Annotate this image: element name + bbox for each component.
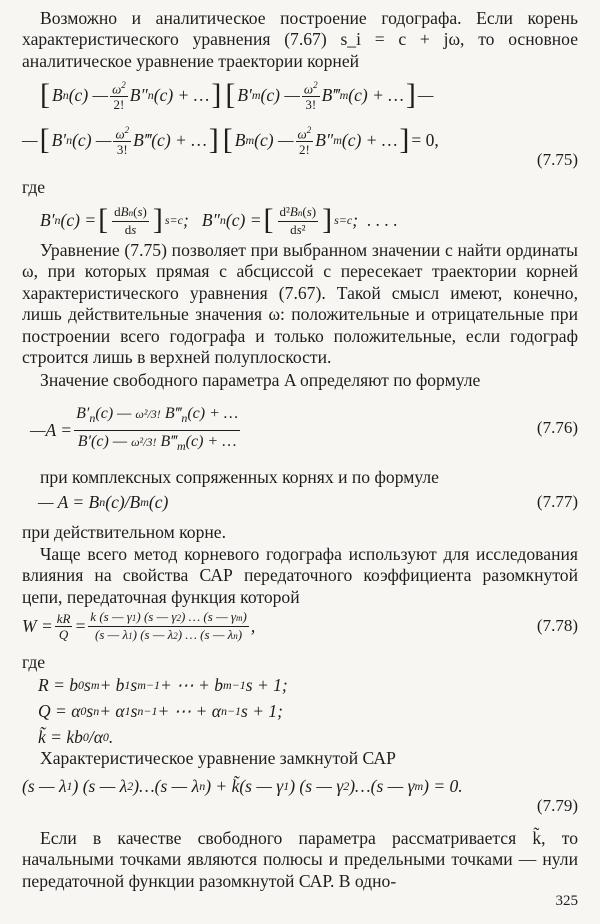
paragraph-4: при комплексных сопряженных корнях и по формуле (40, 467, 439, 487)
page-number: 325 (555, 893, 578, 909)
equation-7-76: —A = $\frac{B'_n(c) — \omega^2/3! B‴_n(c) + \dots}{B'(c) — \omega^2/3! B‴_m(c) + \dots}$ (7.76) (30, 405, 578, 453)
equation-number-7-76: (7.76) (536, 418, 578, 437)
label-where-2: где (22, 652, 46, 672)
equation-7-79: (s — λ 1 ) (s — λ 2 )…(s — λ n ) + k̃(s — γ 1 ) (s — γ 2 )…(s — γ m ) = 0. (7.79) (22, 775, 578, 815)
paragraph-5: при действительном корне. (22, 522, 227, 542)
equation-number-7-75: (7.75) (536, 150, 578, 169)
paragraph-3: Значение свободного параметра A определяют по формуле (40, 370, 481, 390)
paragraph-2: Уравнение (7.75) позволяет при выбранном значении c найти ординаты ω, при которых прямая с абсциссой c пересекает траектории корней характеристического уравнения (7.67). Такой смысл имеют, конечно, лишь действительные значения ω: положительные и отрицательные при построении всего годографа и только положительные, если годограф строится лишь в верхней полуплоскости. (22, 240, 578, 368)
equation-R: R = b 0 s m + b 1 s m−1 + ⋯ + b m−1 s + 1; (38, 674, 288, 695)
paragraph-1: Возможно и аналитическое построение годографа. Если корень характеристического уравнения (7.67) s_i = c + jω, то основное аналитическое уравнение траектории корней (22, 8, 578, 71)
equation-7-75-line-2: — [ B′ n ( c ) — $\frac{\omega^2}{3!}$ B‴( c ) + … ] [ B m ( c ) — $\frac{\omega^2}{2!}$ B″ m ( c ) + … ] = 0, (7.75) (22, 123, 578, 169)
label-where-1: где (22, 177, 46, 197)
paragraph-7: Характеристическое уравнение замкнутой САР (40, 748, 396, 768)
equation-7-77: — A = B n ( c )/B m ( c ) (7.77) (38, 491, 578, 512)
paragraph-6: Чаще всего метод корневого годографа используют для исследования влияния на свойства САР передаточного коэффициента разомкнутой цепи, передаточная функция которой (22, 544, 578, 607)
paragraph-8: Если в качестве свободного параметра рассматривается k̃, то начальными точками являются полюсы и предельными точками — нули передаточной функции разомкнутой САР. В одно- (22, 828, 578, 891)
equation-7-78: W = $\frac{kR}{Q}$ = $\frac{k (s — \gamma 1) (s — \gamma 2) \dots (s — \gamma m)}{(s — \lambda 1) (s — \lambda 2) \dots (s — \lambda n)}$ , (7.78) (22, 608, 578, 642)
equation-number-7-78: (7.78) (536, 616, 578, 635)
equation-Q: Q = α 0 s n + α 1 s n−1 + ⋯ + α n−1 s + 1; (38, 700, 283, 721)
equation-k: k̃ = kb 0 /α 0 . (38, 726, 114, 747)
equation-number-7-77: (7.77) (536, 492, 578, 511)
equation-number-7-79: (7.79) (536, 796, 578, 815)
equation-7-75-line-1: [ B n ( c ) — $\frac{\omega^2}{2!}$ B″ n ( c ) + … ] [ B′ m ( c ) — $\frac{\omega^2}{3!}$ B‴ m ( c ) + … ] — (40, 78, 434, 113)
equation-definitions: B′ n ( c ) = [ $\frac{\text{dBn(s)}}{ds}$ ] s=c ; B″ n ( c ) = [ $\frac{\text{d²Bn(s)}}{\text{ds²}}$ ] s=c ; . . . . (40, 203, 398, 237)
